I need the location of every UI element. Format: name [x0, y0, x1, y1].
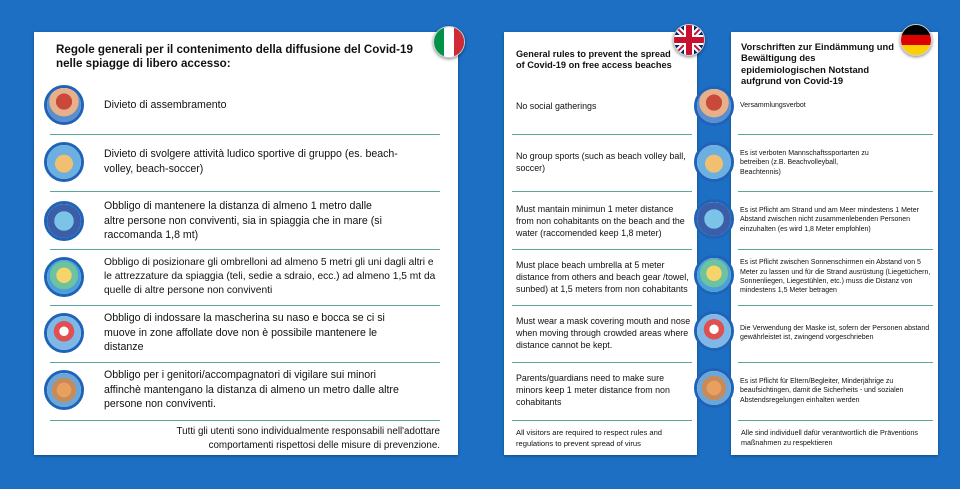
german-rule-item	[740, 366, 935, 416]
family-icon	[44, 370, 84, 410]
german-rule-item	[740, 142, 935, 184]
english-rule-text: Must mantain minimun 1 meter distance from non cohabitants on the beach and the water (raccomended keep 1,8 meter)	[516, 203, 685, 238]
umbrella-icon	[44, 257, 84, 297]
italian-rule-text: Divieto di svolgere attività ludico sportive di gruppo (es. beach-volley, beach-soccer)	[104, 148, 398, 175]
english-footer: All visitors are required to respect rules and regulations to prevent spread of virus	[516, 428, 663, 448]
italian-rule-text: Obbligo di mantenere la distanza di almeno 1 metro dalle altre persone non conviventi, sia in spiaggia che in mare (si raccomanda 1,8 mt)	[104, 199, 382, 242]
beach-ball-icon	[694, 142, 734, 182]
german-rule-text: Es ist verboten Mannschaftssportarten zu betreiben (z.B. Beachvolleyball, Beachtennis)	[740, 149, 869, 176]
german-rule-item	[740, 194, 935, 246]
german-rule-text: Es ist Pflicht am Strand und am Meer mindestens 1 Meter Abstand zwischen nicht zusammenlebenden Personen einzuhalten (es wird 1,8 Meter empfohlen)	[740, 206, 919, 233]
italian-rule-text: Obbligo per i genitori/accompagnatori di vigilare sui minori affinchè mantengano la distanza di almeno un metro dalle altre persone non conviventi.	[104, 368, 399, 411]
german-rule-text: Es ist Pflicht zwischen Sonnenschirmen ein Abstand von 5 Meter zu lassen und für die Strand ausrüstung (Liegetüchern, Sonnenliegen, Liegestühlen, etc.) muss die Distanz von mindestens 1,5 Meter betragen	[740, 259, 931, 295]
english-rule-item	[516, 368, 691, 412]
italian-rule-item	[44, 85, 439, 125]
german-title: Vorschriften zur Eindämmung und Bewältigung des epidemiologischen Notstand aufgrund von Covid-19	[741, 41, 894, 86]
german-rule-item	[740, 98, 935, 114]
divider	[738, 191, 933, 192]
divider	[50, 420, 440, 421]
english-rule-item	[516, 250, 691, 304]
english-title: General rules to prevent the spread of Covid-19 on free access beaches	[516, 49, 672, 71]
italian-rule-text: Obbligo di posizionare gli ombrelloni ad almeno 5 metri gli uni dagli altri e le attrezzature da spiaggia (teli, sedie a sdraio, ecc.) ad almeno 1,5 mt da quelle di altre persone non conviventi	[104, 256, 436, 297]
divider	[738, 305, 933, 306]
umbrella-icon	[694, 255, 734, 295]
uk-flag-icon	[673, 24, 705, 56]
english-rule-item	[516, 98, 691, 114]
italian-footer: Tutti gli utenti sono individualmente responsabili nell'adottare comportamenti rispettosi delle misure di prevenzione.	[176, 426, 440, 451]
distance-icon	[44, 201, 84, 241]
mask-icon	[694, 311, 734, 351]
divider	[50, 134, 440, 135]
german-rule-item	[740, 312, 935, 354]
english-rule-text: No social gatherings	[516, 100, 597, 111]
divider	[50, 305, 440, 306]
crowd-icon	[44, 85, 84, 125]
divider	[512, 362, 692, 363]
italy-flag-icon	[433, 26, 465, 58]
english-rule-text: Must wear a mask covering mouth and nose when moving through crowded areas where distance cannot be kept.	[516, 315, 691, 350]
english-rule-item	[516, 146, 691, 178]
italian-rule-item	[44, 196, 439, 246]
divider	[512, 420, 692, 421]
mask-icon	[44, 313, 84, 353]
german-rule-text: Versammlungsverbot	[740, 102, 806, 110]
divider	[738, 362, 933, 363]
germany-flag-icon	[900, 24, 932, 56]
distance-icon	[694, 199, 734, 239]
family-icon	[694, 368, 734, 408]
english-rule-text: No group sports (such as beach volley ball, soccer)	[516, 150, 686, 173]
italian-title: Regole generali per il contenimento della diffusione del Covid-19 nelle spiagge di libero accesso:	[56, 43, 413, 70]
divider	[738, 420, 933, 421]
italian-rule-text: Divieto di assembramento	[104, 98, 227, 111]
german-rule-item	[740, 250, 935, 304]
beach-ball-icon	[44, 142, 84, 182]
german-rule-text: Es ist Pflicht für Eltern/Begleiter, Minderjährige zu beaufsichtingen, damit die Sicherheits - und sozialen Abstendsregelungen einhalten werden	[740, 377, 904, 404]
german-footer: Alle sind individuell dafür verantwortlich die Präventions maßnahmen zu respektieren	[741, 428, 918, 448]
english-rule-item	[516, 306, 691, 360]
german-rule-text: Die Verwendung der Maske ist, sofern der Personen abstand gewährleistet ist, zwingend vorgeschrieben	[740, 324, 930, 341]
italian-rule-text: Obbligo di indossare la mascherina su naso e bocca se ci si muove in zone affollate dove non è possibile mantenere le distanze	[104, 311, 385, 354]
divider	[738, 134, 933, 135]
crowd-icon	[694, 86, 734, 126]
divider	[512, 191, 692, 192]
italian-rule-item	[44, 252, 439, 302]
italian-rule-item	[44, 308, 439, 358]
italian-rule-item	[44, 141, 439, 183]
divider	[50, 362, 440, 363]
english-rule-text: Must place beach umbrella at 5 meter distance from others and beach gear /towel, sunbed) at 1,5 meters from non cohabitants	[516, 259, 689, 294]
divider	[512, 134, 692, 135]
divider	[50, 191, 440, 192]
divider	[50, 249, 440, 250]
english-rule-text: Parents/guardians need to make sure minors keep 1 meter distance from non cohabitants	[516, 372, 670, 407]
english-rule-item	[516, 193, 691, 249]
italian-rule-item	[44, 365, 439, 415]
